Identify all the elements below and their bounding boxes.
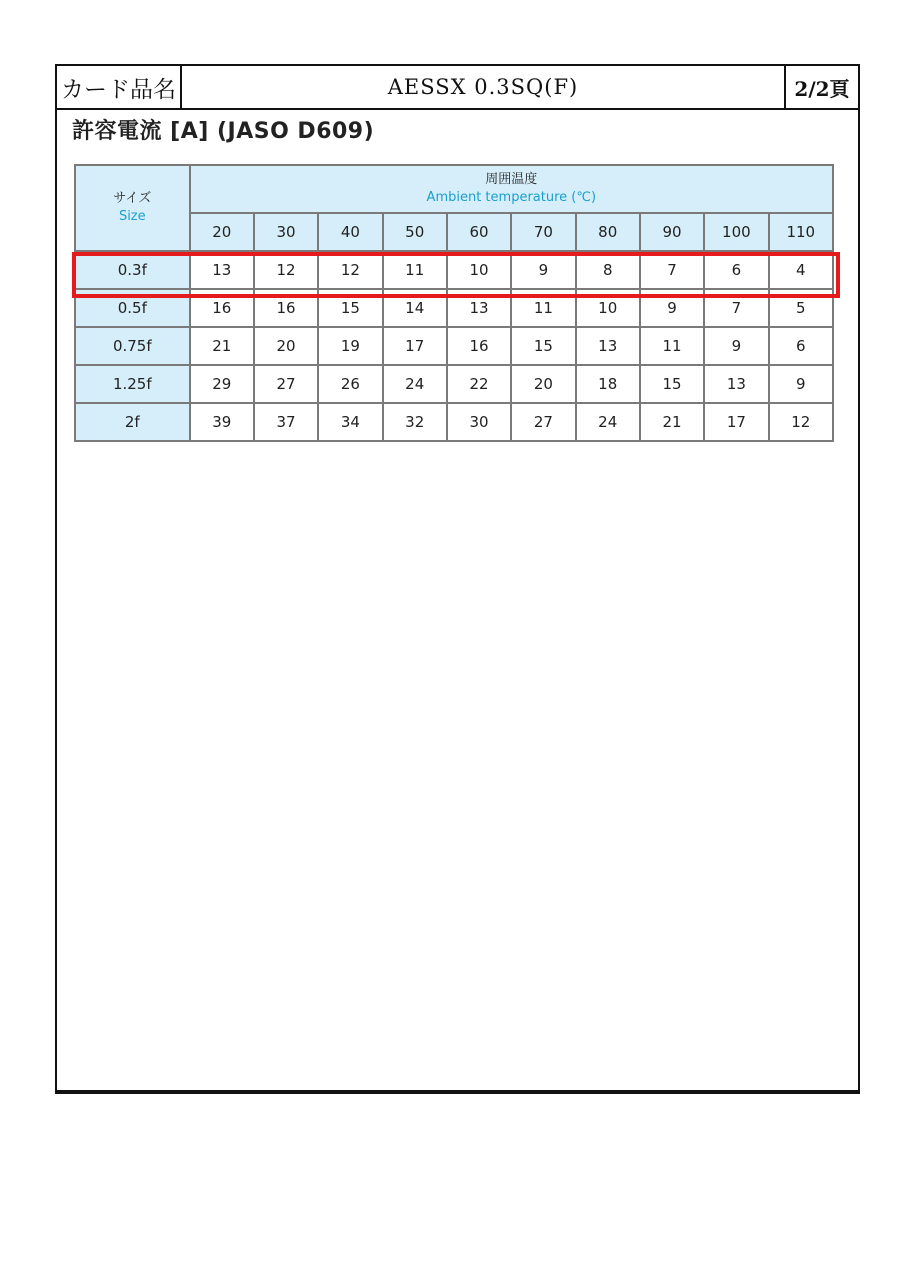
current-value-cell: 34 bbox=[318, 403, 382, 441]
current-value-cell: 9 bbox=[704, 327, 768, 365]
current-value-cell: 11 bbox=[383, 251, 447, 289]
current-value-cell: 7 bbox=[640, 251, 704, 289]
frame-bottom-rule bbox=[55, 1092, 860, 1094]
table-row bbox=[75, 403, 833, 441]
document-header bbox=[57, 66, 858, 110]
current-value-cell: 6 bbox=[769, 327, 833, 365]
current-value-cell: 20 bbox=[254, 327, 318, 365]
current-value-cell: 7 bbox=[704, 289, 768, 327]
current-value-cell: 12 bbox=[769, 403, 833, 441]
size-cell: 0.75f bbox=[75, 327, 190, 365]
current-value-cell: 9 bbox=[511, 251, 575, 289]
temperature-header: 60 bbox=[447, 213, 511, 251]
current-value-cell: 14 bbox=[383, 289, 447, 327]
current-value-cell: 39 bbox=[190, 403, 254, 441]
section-title: 許容電流 [A] (JASO D609) bbox=[72, 119, 375, 144]
current-value-cell: 13 bbox=[704, 365, 768, 403]
temperature-header-row bbox=[75, 213, 833, 251]
current-value-cell: 16 bbox=[190, 289, 254, 327]
temperature-header: 110 bbox=[769, 213, 833, 251]
current-value-cell: 11 bbox=[511, 289, 575, 327]
current-value-cell: 8 bbox=[576, 251, 640, 289]
current-value-cell: 9 bbox=[769, 365, 833, 403]
page-number: 2/2頁 bbox=[794, 76, 850, 101]
temperature-header: 80 bbox=[576, 213, 640, 251]
current-value-cell: 4 bbox=[769, 251, 833, 289]
current-value-cell: 22 bbox=[447, 365, 511, 403]
size-cell: 1.25f bbox=[75, 365, 190, 403]
size-header-jp: サイズ bbox=[113, 191, 152, 206]
current-value-cell: 12 bbox=[318, 251, 382, 289]
current-value-cell: 24 bbox=[383, 365, 447, 403]
temperature-header: 70 bbox=[511, 213, 575, 251]
current-value-cell: 15 bbox=[640, 365, 704, 403]
current-value-cell: 29 bbox=[190, 365, 254, 403]
temperature-header: 50 bbox=[383, 213, 447, 251]
current-value-cell: 16 bbox=[254, 289, 318, 327]
size-header-cell bbox=[75, 165, 190, 251]
current-value-cell: 13 bbox=[576, 327, 640, 365]
table-row bbox=[75, 327, 833, 365]
current-value-cell: 27 bbox=[511, 403, 575, 441]
ambient-header-en: Ambient temperature (℃) bbox=[426, 190, 597, 205]
current-value-cell: 13 bbox=[190, 251, 254, 289]
current-value-cell: 21 bbox=[190, 327, 254, 365]
current-value-cell: 37 bbox=[254, 403, 318, 441]
size-cell: 2f bbox=[75, 403, 190, 441]
current-value-cell: 6 bbox=[704, 251, 768, 289]
size-header-en: Size bbox=[118, 209, 146, 224]
size-cell: 0.5f bbox=[75, 289, 190, 327]
current-value-cell: 10 bbox=[447, 251, 511, 289]
current-value-cell: 12 bbox=[254, 251, 318, 289]
temperature-header: 20 bbox=[190, 213, 254, 251]
current-value-cell: 27 bbox=[254, 365, 318, 403]
current-value-cell: 9 bbox=[640, 289, 704, 327]
ampacity-table bbox=[74, 164, 834, 442]
table-row bbox=[75, 251, 833, 289]
current-value-cell: 13 bbox=[447, 289, 511, 327]
product-name: AESSX 0.3SQ(F) bbox=[182, 66, 786, 108]
current-value-cell: 11 bbox=[640, 327, 704, 365]
current-value-cell: 18 bbox=[576, 365, 640, 403]
current-value-cell: 30 bbox=[447, 403, 511, 441]
current-value-cell: 21 bbox=[640, 403, 704, 441]
current-value-cell: 15 bbox=[511, 327, 575, 365]
current-value-cell: 17 bbox=[704, 403, 768, 441]
ambient-header-jp: 周囲温度 bbox=[485, 172, 538, 187]
temperature-header: 100 bbox=[704, 213, 768, 251]
size-cell: 0.3f bbox=[75, 251, 190, 289]
header-label: カード品名 bbox=[57, 66, 182, 108]
ambient-header-cell bbox=[190, 165, 833, 213]
current-value-cell: 10 bbox=[576, 289, 640, 327]
table-row bbox=[75, 365, 833, 403]
current-value-cell: 19 bbox=[318, 327, 382, 365]
current-value-cell: 26 bbox=[318, 365, 382, 403]
current-value-cell: 24 bbox=[576, 403, 640, 441]
temperature-header: 30 bbox=[254, 213, 318, 251]
current-value-cell: 20 bbox=[511, 365, 575, 403]
table-row bbox=[75, 289, 833, 327]
current-value-cell: 32 bbox=[383, 403, 447, 441]
temperature-header: 40 bbox=[318, 213, 382, 251]
current-value-cell: 15 bbox=[318, 289, 382, 327]
current-value-cell: 16 bbox=[447, 327, 511, 365]
current-value-cell: 5 bbox=[769, 289, 833, 327]
temperature-header: 90 bbox=[640, 213, 704, 251]
current-value-cell: 17 bbox=[383, 327, 447, 365]
